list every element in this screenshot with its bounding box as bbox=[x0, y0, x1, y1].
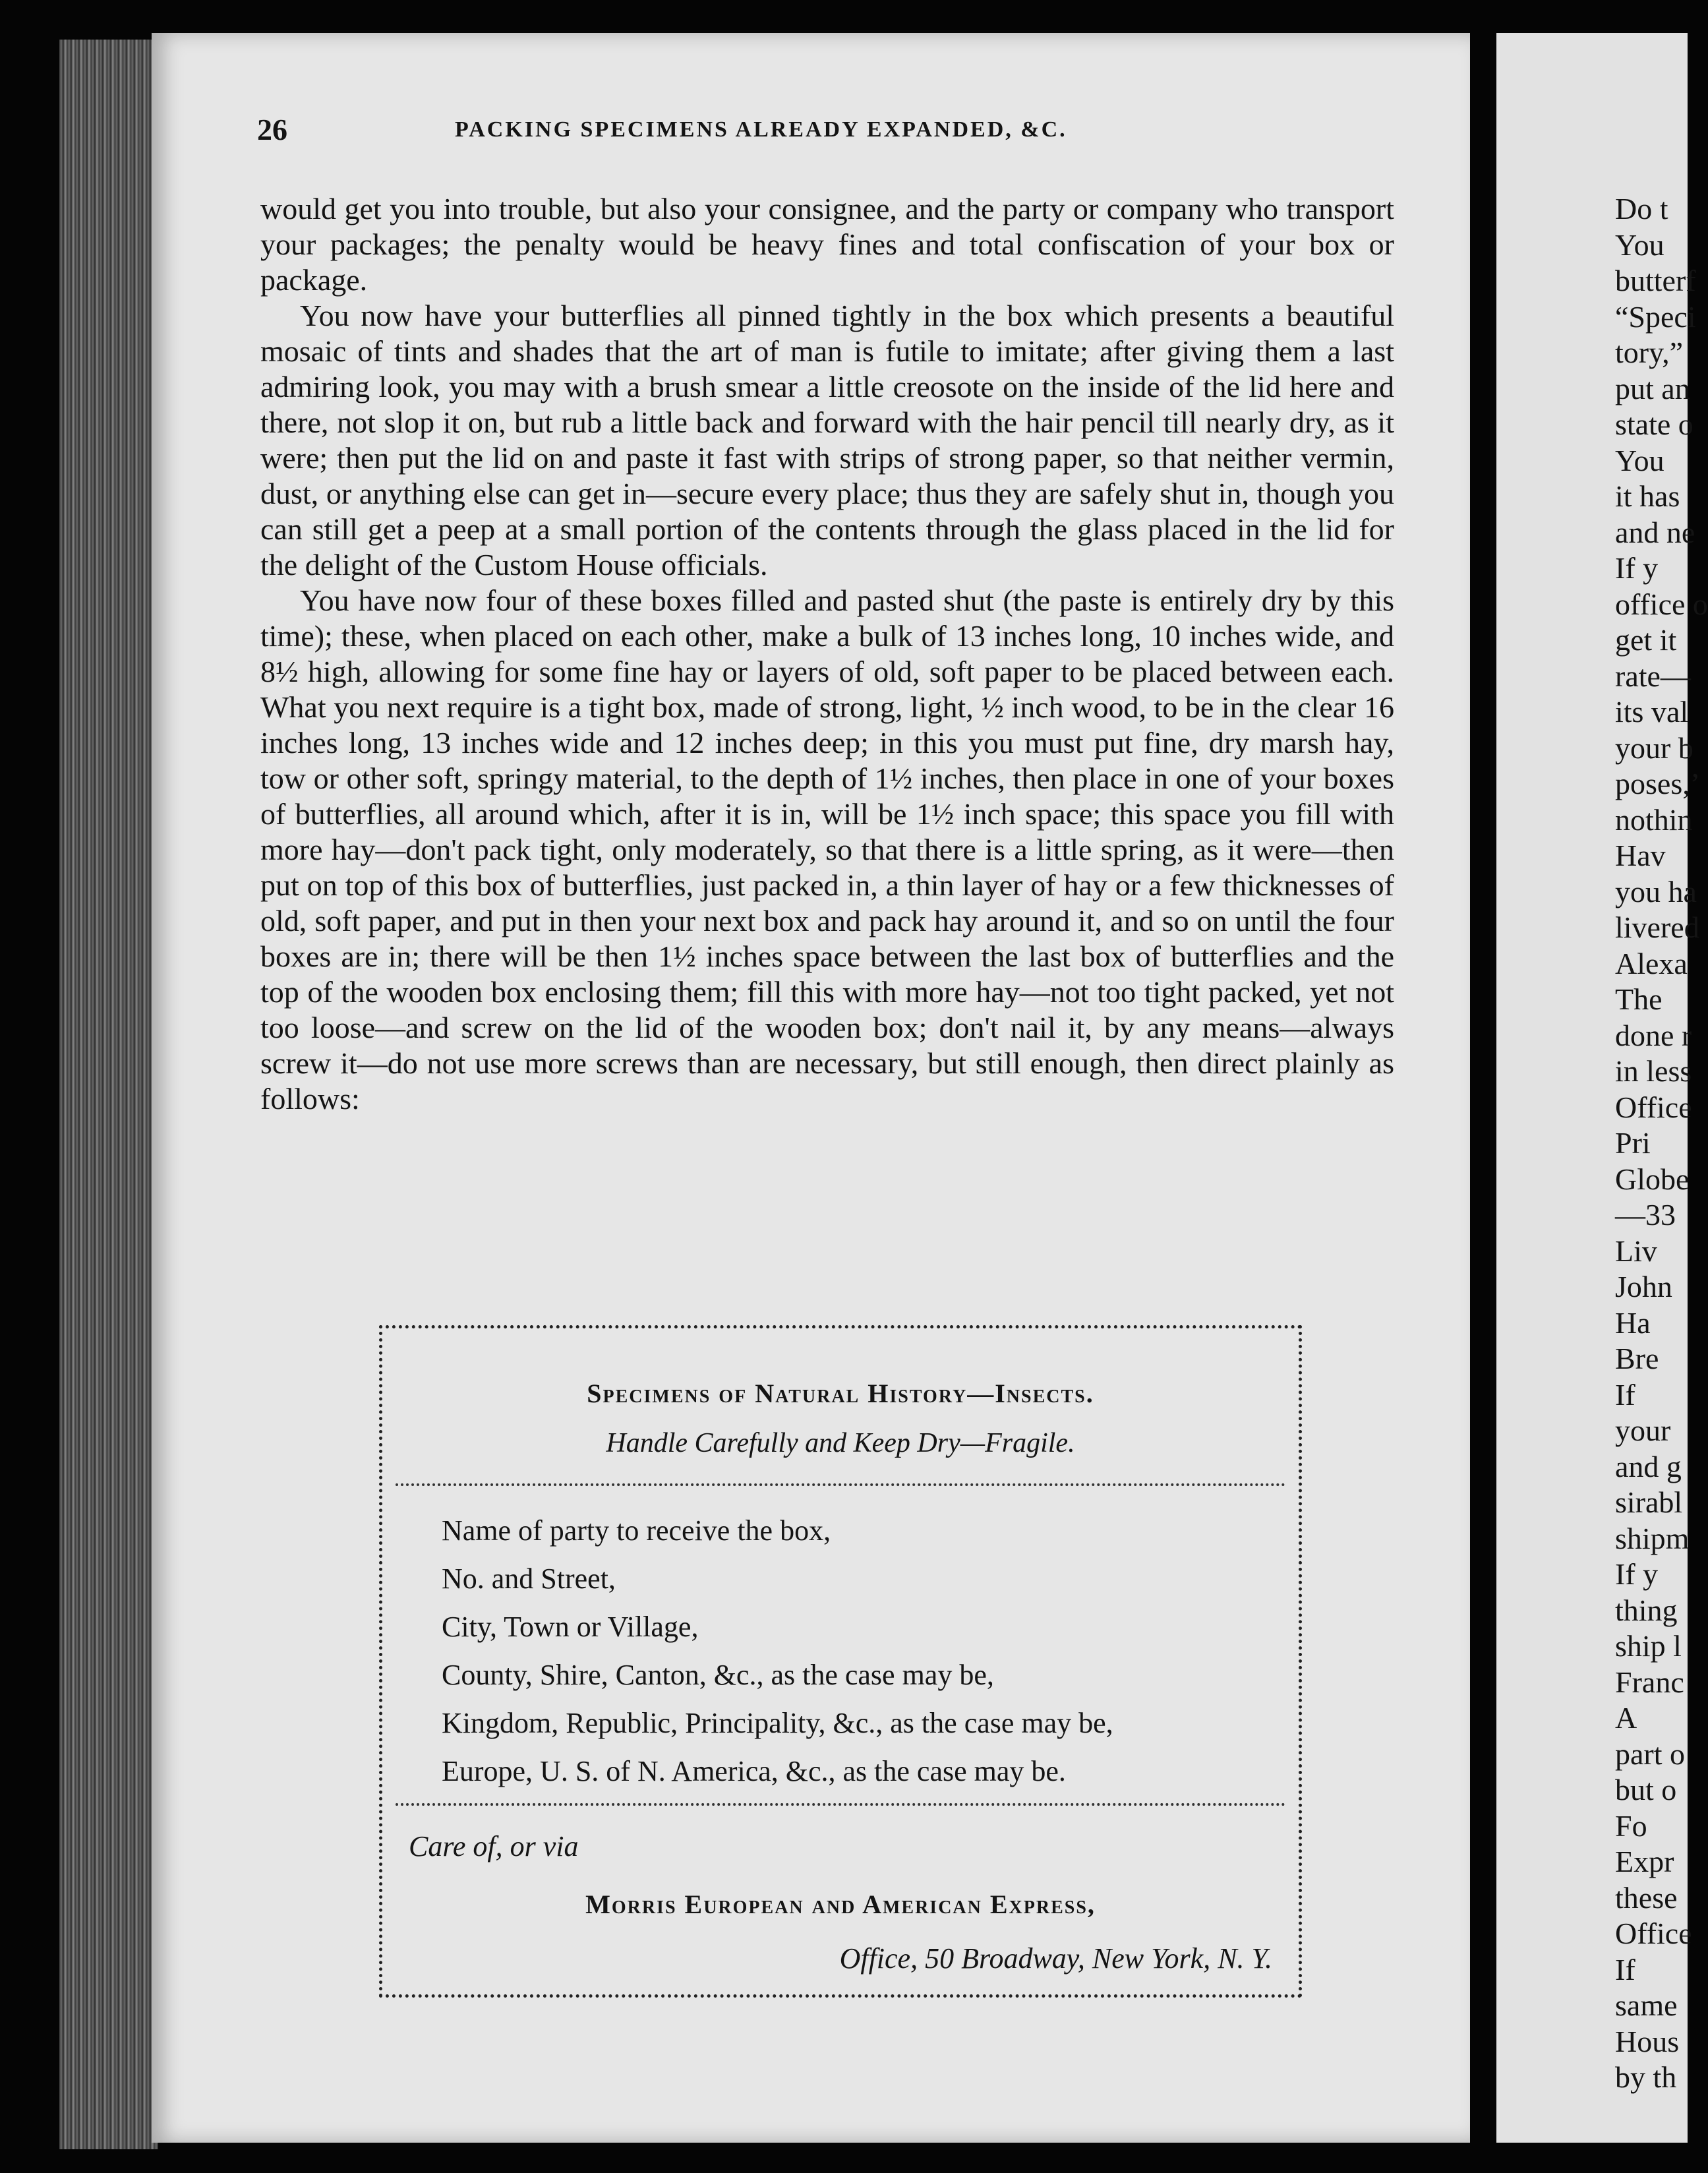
adjacent-page-fragment: The bbox=[1615, 982, 1663, 1016]
adjacent-page-fragment: You bbox=[1615, 443, 1664, 477]
care-of-line: Care of, or via bbox=[409, 1830, 579, 1862]
adjacent-page-fragment: office o bbox=[1615, 587, 1708, 621]
paragraph: would get you into trouble, but also your consignee, and the party or company who transport your packages; the penalty would be heavy fines and total confiscation of your box or package. bbox=[260, 192, 1394, 297]
adjacent-page-fragment: A bbox=[1615, 1701, 1637, 1735]
adjacent-page-fragment: If y bbox=[1615, 551, 1659, 585]
adjacent-page-fragment: Ha bbox=[1615, 1305, 1651, 1340]
adjacent-page-fragment: If y bbox=[1615, 1557, 1659, 1591]
adjacent-page-fragment: poses,’ bbox=[1615, 767, 1701, 800]
adjacent-page-fragment: Pri bbox=[1615, 1126, 1651, 1160]
adjacent-page-fragment: nothin bbox=[1615, 802, 1693, 837]
adjacent-page-edge bbox=[1496, 33, 1708, 2143]
adjacent-page-fragment: state o bbox=[1615, 407, 1693, 441]
adjacent-page-fragment: Liv bbox=[1615, 1234, 1657, 1268]
adjacent-page-fragment: ship l bbox=[1615, 1629, 1682, 1663]
adjacent-page-fragment: get it bbox=[1615, 623, 1677, 657]
dotted-divider bbox=[396, 1803, 1285, 1806]
adjacent-page-fragment: sirabl bbox=[1615, 1485, 1683, 1519]
address-line: Name of party to receive the box, bbox=[442, 1514, 831, 1547]
adjacent-page-fragment: it has bbox=[1615, 479, 1680, 513]
running-title: PACKING SPECIMENS ALREADY EXPANDED, &C. bbox=[455, 117, 1067, 142]
adjacent-page-fragment: Fo bbox=[1615, 1808, 1647, 1843]
address-line: County, Shire, Canton, &c., as the case may be, bbox=[442, 1659, 994, 1691]
body-text bbox=[260, 191, 1394, 1117]
adjacent-page-fragment: livered bbox=[1615, 910, 1699, 944]
adjacent-page-fragment: these bbox=[1615, 1880, 1678, 1915]
adjacent-page-fragment: same bbox=[1615, 1988, 1678, 2022]
page-header bbox=[257, 112, 1417, 165]
adjacent-page-fragment: Bre bbox=[1615, 1342, 1659, 1375]
adjacent-page-fragment: and g bbox=[1615, 1449, 1682, 1483]
address-lines bbox=[442, 1506, 1113, 1795]
dotted-divider bbox=[396, 1483, 1285, 1486]
adjacent-page-fragment: thing bbox=[1615, 1593, 1678, 1627]
adjacent-page-fragment: If bbox=[1615, 1952, 1635, 1986]
adjacent-page-fragment: “Speci bbox=[1615, 299, 1696, 334]
adjacent-page-fragment: Office bbox=[1615, 1917, 1692, 1950]
adjacent-page-fragment: rate— bbox=[1615, 659, 1691, 693]
adjacent-page-text bbox=[1615, 191, 1708, 2096]
shipping-label-box bbox=[379, 1325, 1302, 1998]
address-line: City, Town or Village, bbox=[442, 1611, 699, 1643]
label-title: Specimens of Natural History—Insects. bbox=[587, 1379, 1094, 1408]
adjacent-page-fragment: If bbox=[1615, 1377, 1635, 1412]
adjacent-page-fragment: by th bbox=[1615, 2060, 1677, 2094]
paragraph: You now have your butterflies all pinned tightly in the box which presents a beautiful mosaic of tints and shades that the art of man is futile to imitate; after giving them a last admiring look, you may with a brush smear a little creosote on the inside of the lid here and there, not slop it on, but rub a little back and forward with the hair pencil till nearly dry, as it were; then put the lid on and paste it fast with strips of strong paper, so that neither vermin, dust, or anything else can get in—secure every place; thus they are safely shut in, though you can still get a peep at a small portion of the contents through the glass placed in the lid for the delight of the Custom House officials. bbox=[260, 299, 1394, 581]
adjacent-page-fragment: but o bbox=[1615, 1773, 1677, 1806]
adjacent-page-fragment: its val bbox=[1615, 695, 1689, 729]
adjacent-page-fragment: Office bbox=[1615, 1090, 1692, 1124]
book-spine-edge bbox=[59, 40, 158, 2149]
address-line: Kingdom, Republic, Principality, &c., as the case may be, bbox=[442, 1707, 1113, 1739]
adjacent-page-fragment: Hous bbox=[1615, 2024, 1680, 2058]
label-subtitle: Handle Carefully and Keep Dry—Fragile. bbox=[606, 1428, 1075, 1458]
adjacent-page-fragment: Franc bbox=[1615, 1665, 1684, 1699]
adjacent-page-fragment: done r bbox=[1615, 1018, 1692, 1052]
adjacent-page-fragment: John bbox=[1615, 1270, 1672, 1303]
book-page bbox=[152, 33, 1470, 2143]
adjacent-page-fragment: Do t bbox=[1615, 192, 1668, 225]
adjacent-page-fragment: shipm bbox=[1615, 1521, 1690, 1555]
express-company-name: Morris European and American Express, bbox=[585, 1890, 1096, 1919]
adjacent-page-fragment: you ha bbox=[1615, 874, 1697, 908]
express-office-address: Office, 50 Broadway, New York, N. Y. bbox=[839, 1942, 1272, 1975]
adjacent-page-fragment: Hav bbox=[1615, 839, 1666, 872]
adjacent-page-fragment: and ne bbox=[1615, 515, 1695, 549]
adjacent-page-fragment: in less bbox=[1615, 1054, 1692, 1088]
adjacent-page-fragment: Globe bbox=[1615, 1162, 1690, 1196]
address-line: No. and Street, bbox=[442, 1563, 616, 1595]
adjacent-page-fragment: Alexa bbox=[1615, 946, 1688, 980]
adjacent-page-fragment: your b bbox=[1615, 730, 1693, 765]
adjacent-page-fragment: —33 bbox=[1615, 1198, 1676, 1232]
page-number: 26 bbox=[257, 113, 287, 146]
adjacent-page-fragment: your bbox=[1615, 1414, 1671, 1447]
paragraph: You have now four of these boxes filled and pasted shut (the paste is entirely dry by this time); these, when placed on each other, make a bulk of 13 inches long, 10 inches wide, and 8½ high, allowing for some fine hay or layers of old, soft paper to be placed between each. What you next require is a tight box, made of strong, light, ½ inch wood, to be in the clear 16 inches long, 13 inches wide and 12 inches deep; in this you must put fine, dry marsh hay, tow or other soft, springy material, to the depth of 1½ inches, then place in one of your boxes of butterflies, all around which, after it is in, will be 1½ inch space; this space you fill with more hay—don't pack tight, only moderately, so that there is a little spring, as it were—then put on top of this box of butterflies, just packed in, a thin layer of hay or a few thicknesses of old, soft paper, and put in then your next box and pack hay around it, and so on until the four boxes are in; there will be then 1½ inches space between the last box of butterflies and the top of the wooden box enclosing them; fill this with more hay—not too tight packed, yet not too loose—and screw on the lid of the wooden box; don't nail it, by any means—always screw it—do not use more screws than are necessary, but still enough, then direct plainly as follows: bbox=[260, 583, 1394, 1116]
adjacent-page-fragment: butterf bbox=[1615, 264, 1696, 297]
adjacent-page-fragment: put an bbox=[1615, 371, 1690, 405]
adjacent-page-fragment: part o bbox=[1615, 1737, 1686, 1771]
adjacent-page-fragment: You bbox=[1615, 227, 1664, 262]
adjacent-page-fragment: Expr bbox=[1615, 1845, 1674, 1878]
adjacent-page-fragment: tory,” bbox=[1615, 336, 1684, 369]
address-line: Europe, U. S. of N. America, &c., as the case may be. bbox=[442, 1755, 1066, 1787]
